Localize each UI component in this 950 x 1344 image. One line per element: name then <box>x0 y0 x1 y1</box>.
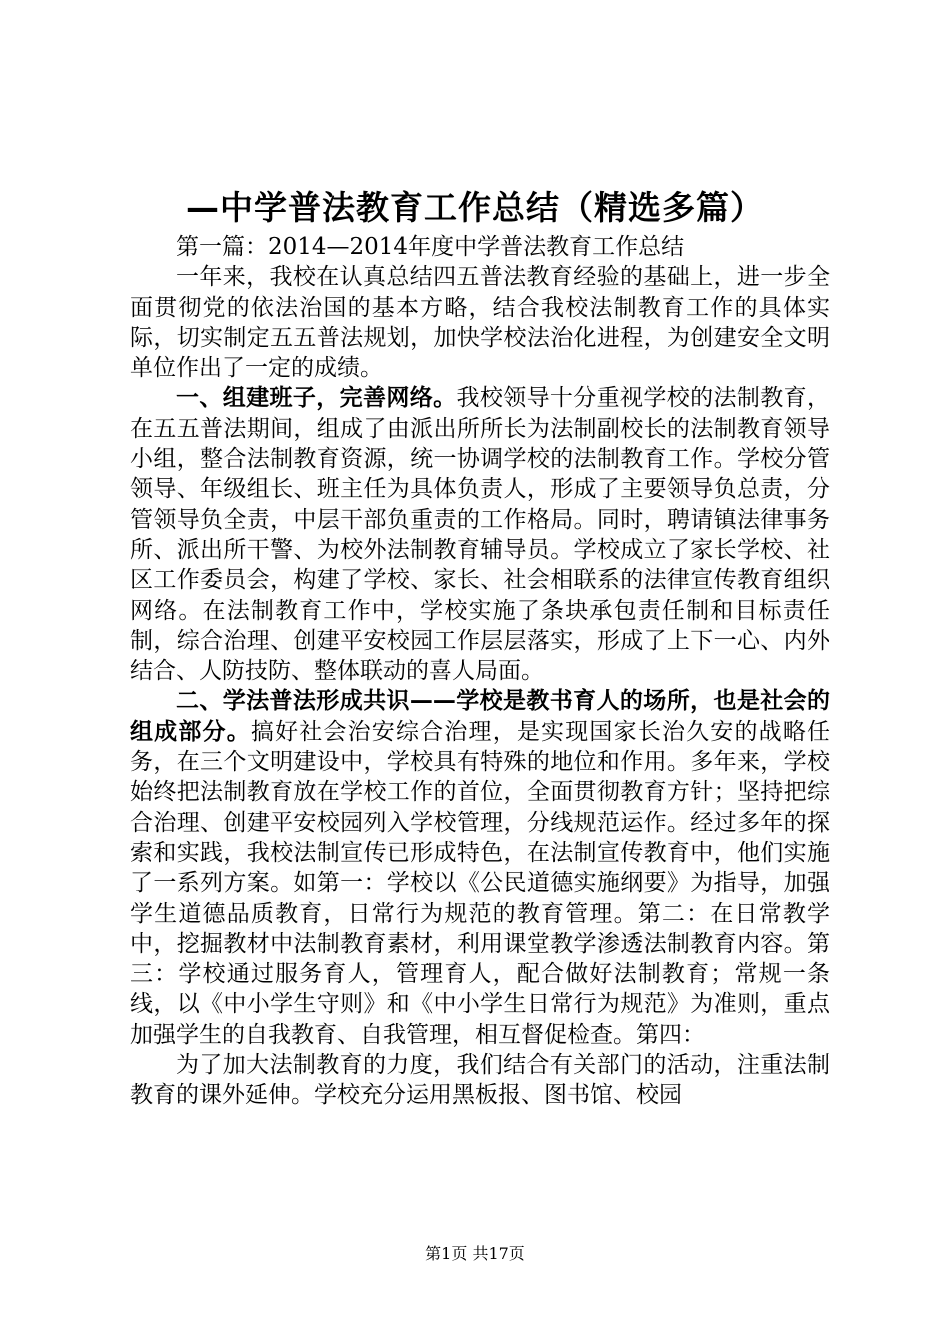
paragraph-2-text: 我校领导十分重视学校的法制教育，在五五普法期间，组成了由派出所所长为法制副校长的法制教育领导小组，整合法制教育资源，统一协调学校的法制教育工作。学校分管领导、年级组长、班主任为具体负责人，形成了主要领导负总责，分管领导负全责，中层干部负重责的工作格局。同时，聘请镇法律事务所、派出所干警、为校外法制教育辅导员。学校成立了家长学校、社区工作委员会，构建了学校、家长、社会相联系的法律宣传教育组织网络。在法制教育工作中，学校实施了条块承包责任制和目标责任制，综合治理、创建平安校园工作层层落实，形成了上下一心、内外结合、人防技防、整体联动的喜人局面。 <box>130 385 831 685</box>
paragraph-2 <box>130 383 830 686</box>
document-body <box>130 232 830 1111</box>
paragraph-3-text: 搞好社会治安综合治理，是实现国家长治久安的战略任务，在三个文明建设中，学校具有特殊的地位和作用。多年来，学校始终把法制教育放在学校工作的首位，全面贯彻教育方针；坚持把综合治理、创建平安校园列入学校管理，分线规范运作。经过多年的探索和实践，我校法制宣传已形成特色，在法制宣传教育中，他们实施了一系列方案。如第一：学校以《公民道德实施纲要》为指导，加强学生道德品质教育，日常行为规范的教育管理。第二：在日常教学中，挖掘教材中法制教育素材，利用课堂教学渗透法制教育内容。第三：学校通过服务育人，管理育人，配合做好法制教育；常规一条线，以《中小学生守则》和《中小学生日常行为规范》为准则，重点加强学生的自我教育、自我管理，相互督促检查。第四： <box>130 718 831 1048</box>
paragraph-2-lead: 一、组建班子，完善网络。 <box>176 385 457 412</box>
paragraph-4 <box>130 1050 830 1111</box>
paragraph-3 <box>130 686 830 1050</box>
paragraph-4-text: 为了加大法制教育的力度，我们结合有关部门的活动，注重法制教育的课外延伸。学校充分运用黑板报、图书馆、校园 <box>130 1052 830 1109</box>
document-title: —中学普法教育工作总结（精选多篇） <box>186 188 764 227</box>
section-heading: 第一篇：2014—2014年度中学普法教育工作总结 <box>176 234 685 260</box>
paragraph-3-lead: 二、学法普法形成共识——学校是教书育人的场所，也是社会的组成部分。 <box>130 688 830 745</box>
page-footer: 第1页 共17页 <box>425 1244 525 1263</box>
paragraph-1-text: 一年来，我校在认真总结四五普法教育经验的基础上，进一步全面贯彻党的依法治国的基本方略，结合我校法制教育工作的具体实际，切实制定五五普法规划，加快学校法治化进程，为创建安全文明单位作出了一定的成绩。 <box>130 264 830 382</box>
paragraph-1 <box>130 262 830 383</box>
